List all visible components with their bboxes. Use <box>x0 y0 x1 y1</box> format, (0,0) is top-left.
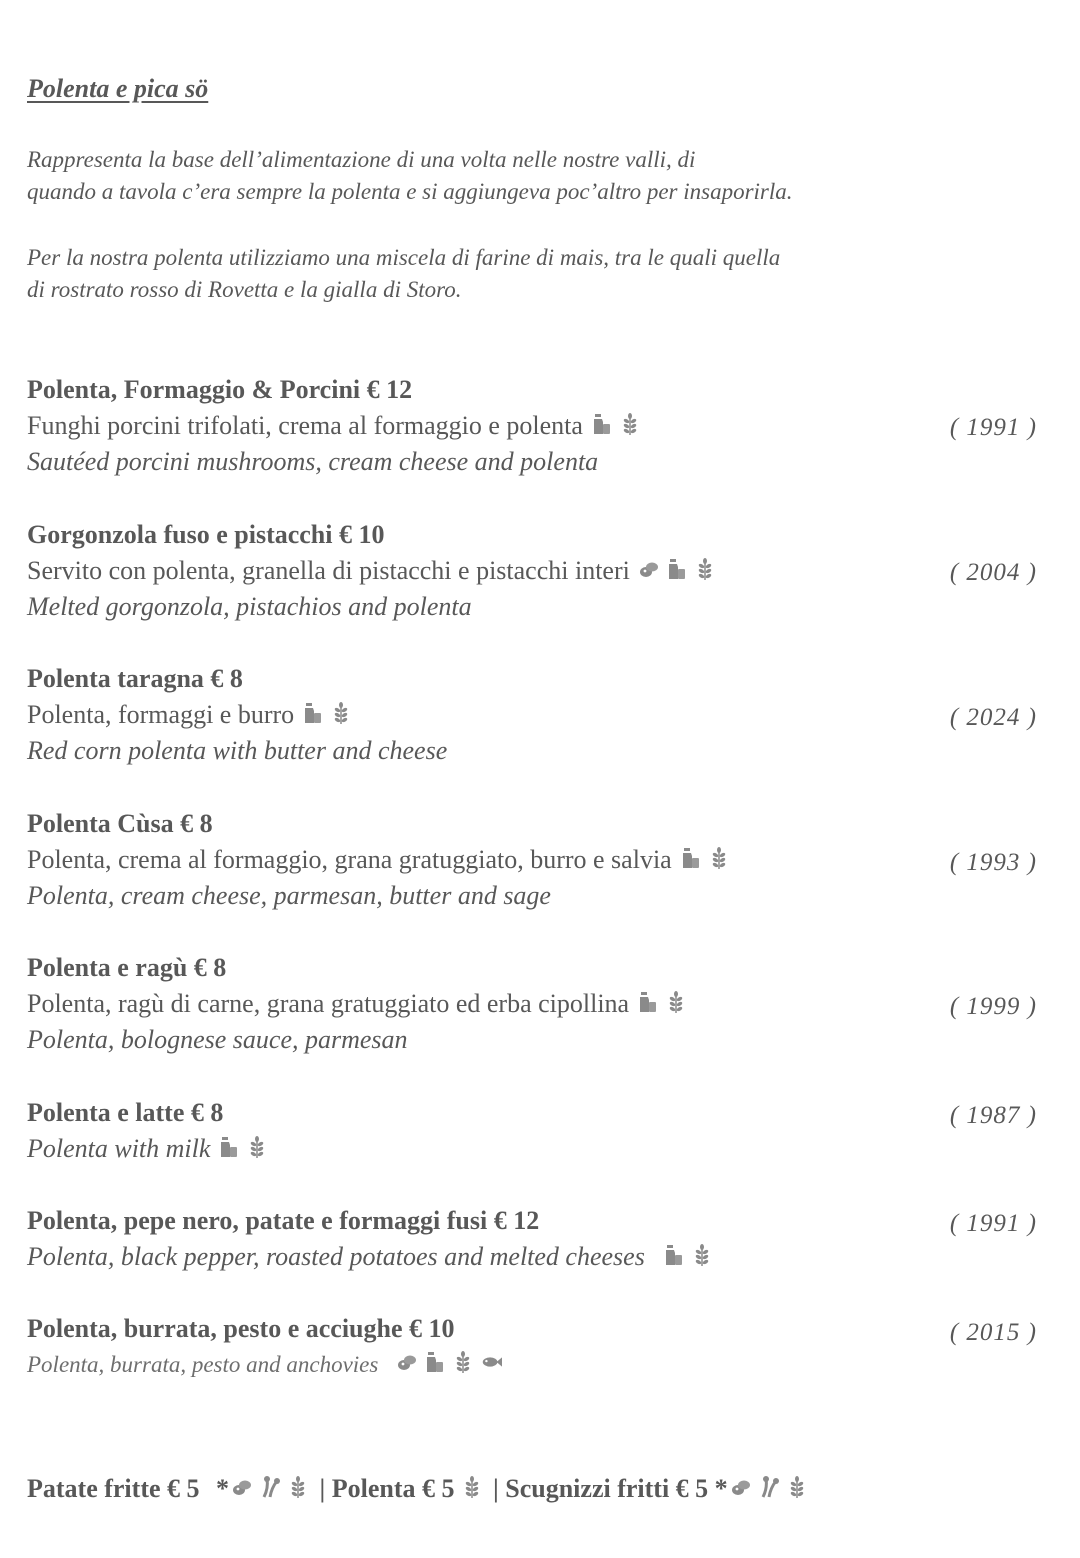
celery-icon <box>259 1475 281 1499</box>
sides-line <box>27 1474 812 1504</box>
dish-year: ( 1991 ) <box>949 1210 1037 1237</box>
wheat-icon <box>786 1475 808 1499</box>
dish-name: Polenta, burrata, pesto e acciughe € 10 <box>27 1314 455 1343</box>
intro-paragraph-2 <box>27 242 987 306</box>
wheat-icon <box>665 990 687 1014</box>
allergen-icons <box>638 557 716 581</box>
milk-icon <box>637 990 659 1014</box>
dish-name: Polenta, pepe nero, patate e formaggi fusi € 12 <box>27 1206 540 1235</box>
milk-icon <box>302 701 324 725</box>
fish-icon <box>480 1350 502 1374</box>
dish-english: Sautéed porcini mushrooms, cream cheese and polenta <box>27 447 599 476</box>
dish-item <box>27 950 1037 1058</box>
dish-description: Polenta, ragù di carne, grana gratuggiato ed erba cipollina <box>27 986 1037 1022</box>
dish-english: Polenta with milk <box>27 1131 1037 1167</box>
dish-item <box>27 1095 1037 1167</box>
dish-english: Polenta, bolognese sauce, parmesan <box>27 1025 408 1054</box>
milk-icon <box>424 1350 446 1374</box>
dish-name: Polenta taragna € 8 <box>27 664 243 693</box>
allergen-icons <box>302 701 352 725</box>
wheat-icon <box>619 412 641 436</box>
wheat-icon <box>246 1135 268 1159</box>
dish-name: Polenta e ragù € 8 <box>27 953 227 982</box>
dish-year: ( 2015 ) <box>949 1319 1037 1346</box>
page-title: Polenta e pica sö <box>27 74 209 103</box>
dish-description: Funghi porcini trifolati, crema al formaggio e polenta <box>27 408 1037 444</box>
dish-description: Polenta, formaggi e burro <box>27 697 1037 733</box>
frozen-mark: * <box>216 1474 230 1503</box>
dish-year: ( 1991 ) <box>949 414 1037 441</box>
polenta-allergens <box>461 1475 483 1499</box>
intro-line: quando a tavola c’era sempre la polenta e si aggiungeva poc’altro per insaporirla. <box>27 179 793 204</box>
wheat-icon <box>691 1243 713 1267</box>
wheat-icon <box>287 1475 309 1499</box>
scugnizzi-allergens <box>730 1475 808 1499</box>
dish-item <box>27 661 1037 769</box>
dish-english: Polenta, cream cheese, parmesan, butter and sage <box>27 881 551 910</box>
intro-line: Per la nostra polenta utilizziamo una miscela di farine di mais, tra le quali quella <box>27 245 781 270</box>
milk-icon <box>680 846 702 870</box>
dish-year: ( 1999 ) <box>949 993 1037 1020</box>
wheat-icon <box>330 701 352 725</box>
nuts-icon <box>638 557 660 581</box>
dish-name: Polenta Cùsa € 8 <box>27 809 213 838</box>
side-polenta: | Polenta € 5 <box>319 1474 455 1503</box>
wheat-icon <box>461 1475 483 1499</box>
dish-year: ( 1987 ) <box>949 1102 1037 1129</box>
nuts-icon <box>231 1475 253 1499</box>
wheat-icon <box>708 846 730 870</box>
milk-icon <box>663 1243 685 1267</box>
dish-item <box>27 372 1037 480</box>
dish-name: Gorgonzola fuso e pistacchi € 10 <box>27 520 385 549</box>
dish-description: Servito con polenta, granella di pistacchi e pistacchi interi <box>27 553 1037 589</box>
dish-year: ( 1993 ) <box>949 849 1037 876</box>
nuts-icon <box>730 1475 752 1499</box>
dish-item <box>27 1311 1037 1383</box>
allergen-icons <box>680 846 730 870</box>
dish-english: Red corn polenta with butter and cheese <box>27 736 448 765</box>
allergen-icons <box>591 412 641 436</box>
intro-line: Rappresenta la base dell’alimentazione di una volta nelle nostre valli, di <box>27 147 696 172</box>
milk-icon <box>591 412 613 436</box>
dish-english: Polenta, burrata, pesto and anchovies <box>27 1347 1037 1383</box>
dish-item <box>27 806 1037 914</box>
wheat-icon <box>452 1350 474 1374</box>
dish-item <box>27 1203 1037 1275</box>
milk-icon <box>666 557 688 581</box>
dish-year: ( 2024 ) <box>949 704 1037 731</box>
dish-description: Polenta, crema al formaggio, grana gratuggiato, burro e salvia <box>27 842 1037 878</box>
wheat-icon <box>694 557 716 581</box>
fries-allergens <box>231 1475 309 1499</box>
intro-line: di rostrato rosso di Rovetta e la gialla di Storo. <box>27 277 462 302</box>
allergen-icons <box>218 1135 268 1159</box>
intro-paragraph-1 <box>27 144 987 208</box>
frozen-mark: * <box>714 1474 728 1503</box>
side-scugnizzi: | Scugnizzi fritti € 5 <box>493 1474 709 1503</box>
milk-icon <box>218 1135 240 1159</box>
allergen-icons <box>396 1350 502 1374</box>
dish-english: Polenta, black pepper, roasted potatoes and melted cheeses <box>27 1239 1037 1275</box>
dish-year: ( 2004 ) <box>949 559 1037 586</box>
dish-item <box>27 517 1037 625</box>
side-fries: Patate fritte € 5 <box>27 1474 200 1503</box>
dish-name: Polenta e latte € 8 <box>27 1098 224 1127</box>
nuts-icon <box>396 1350 418 1374</box>
celery-icon <box>758 1475 780 1499</box>
allergen-icons <box>663 1243 713 1267</box>
dish-english: Melted gorgonzola, pistachios and polenta <box>27 592 472 621</box>
allergen-icons <box>637 990 687 1014</box>
dish-name: Polenta, Formaggio & Porcini € 12 <box>27 375 413 404</box>
